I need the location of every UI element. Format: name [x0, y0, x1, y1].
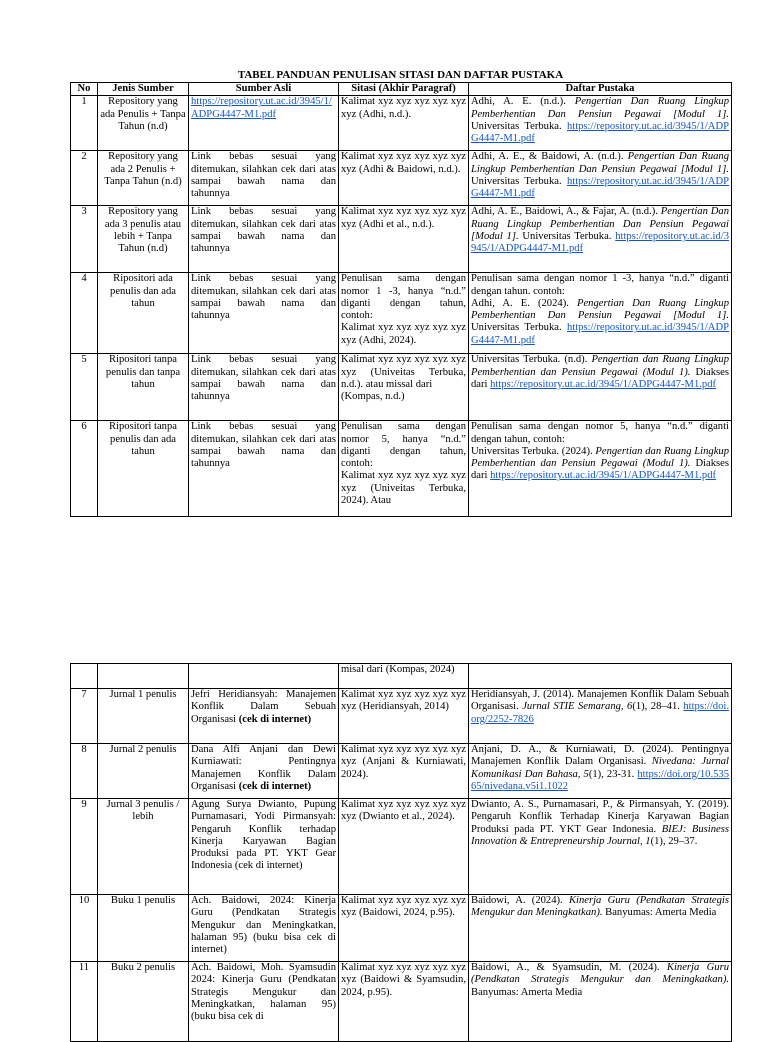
source-original: Ach. Baidowi, 2024: Kinerja Guru (Pendkatan Strategis Mengukur dan Meningkatkan, halaman 95) (buku bisa cek di internet) [189, 895, 339, 962]
header-sumber-asli: Sumber Asli [189, 83, 339, 96]
bibliography-link[interactable]: https://repository.ut.ac.id/3945/1/ADPG4447-M1.pdf [490, 470, 717, 482]
source-original: Link bebas sesuai yang ditemukan, silahkan cek dari atas sampai bawah nama dan tahunnya [189, 151, 339, 206]
header-daftar-pustaka: Daftar Pustaka [469, 83, 732, 96]
citation-table-page-2 [70, 663, 732, 1042]
source-type: Ripositori tanpa penulis dan ada tahun [98, 421, 189, 517]
row-number: 9 [71, 799, 98, 895]
bibliography: Adhi, A. E. (n.d.). Pengertian Dan Ruang Lingkup Pemberhentian Dan Pensiun Pegawai [Modul 1]. Universitas Terbuka. https://repository.ut.ac.id/3945/1/ADPG4447-M1.pdf [469, 96, 732, 151]
source-type: Buku 2 penulis [98, 962, 189, 1042]
source-original: Ach. Baidowi, Moh. Syamsudin 2024: Kinerja Guru (Pendkatan Strategis Mengukur dan Meningkatkan, halaman 95) (buku bisa cek di [189, 962, 339, 1042]
table-row [71, 151, 732, 206]
bibliography: Adhi, A. E., & Baidowi, A. (n.d.). Pengertian Dan Ruang Lingkup Pemberhentian Dan Pensiun Pegawai [Modul 1]. Universitas Terbuka. https://repository.ut.ac.id/3945/1/ADPG4447-M1.pdf [469, 151, 732, 206]
bibliography-link[interactable]: https://doi.org/10.53565/nivedana.v5i1.1022 [471, 768, 729, 792]
source-original: Link bebas sesuai yang ditemukan, silahkan cek dari atas sampai bawah nama dan tahunnya [189, 354, 339, 421]
citation: Kalimat xyz xyz xyz xyz xyz xyz (Univeitas Terbuka, n.d.). atau missal dari (Kompas, n.d.) [339, 354, 469, 421]
document-title: TABEL PANDUAN PENULISAN SITASI DAN DAFTAR PUSTAKA [237, 69, 564, 81]
bibliography-link[interactable]: https://repository.ut.ac.id/3945/1/ADPG4447-M1.pdf [471, 175, 729, 200]
table-row [71, 273, 732, 354]
bibliography: Baidowi, A. (2024). Kinerja Guru (Pendkatan Strategis Mengukur dan Meningkatkan). Banyumas: Amerta Media [469, 895, 732, 962]
table-row [71, 354, 732, 421]
table-row [71, 96, 732, 151]
bibliography-link[interactable]: https://doi.org/2252-7826 [471, 701, 729, 725]
row-number: 6 [71, 421, 98, 517]
source-type [98, 664, 189, 689]
table-row-continued [71, 664, 732, 689]
citation: Kalimat xyz xyz xyz xyz xyz xyz (Heridiansyah, 2014) [339, 689, 469, 744]
row-number: 8 [71, 744, 98, 799]
source-type: Jurnal 2 penulis [98, 744, 189, 799]
citation: Kalimat xyz xyz xyz xyz xyz xyz (Adhi & Baidowi, n.d.). [339, 151, 469, 206]
source-original [189, 96, 339, 151]
citation: misal dari (Kompas, 2024) [339, 664, 469, 689]
source-type: Ripositori ada penulis dan ada tahun [98, 273, 189, 354]
source-original: Dana Alfi Anjani dan Dewi Kurniawati: Pentingnya Manajemen Konflik Dalam Organisasi (cek di internet) [189, 744, 339, 799]
table-row [71, 421, 732, 517]
citation: Kalimat xyz xyz xyz xyz xyz xyz (Anjani & Kurniawati, 2024). [339, 744, 469, 799]
source-original: Link bebas sesuai yang ditemukan, silahkan cek dari atas sampai bawah nama dan tahunnya [189, 273, 339, 354]
citation: Kalimat xyz xyz xyz xyz xyz xyz (Adhi, n.d.). [339, 96, 469, 151]
row-number: 4 [71, 273, 98, 354]
bibliography: Universitas Terbuka. (n.d). Pengertian dan Ruang Lingkup Pemberhentian dan Pensiun Pegawai (Modul 1). Diakses dari https://repository.ut.ac.id/3945/1/ADPG4447-M1.pdf [469, 354, 732, 421]
header-no: No [71, 83, 98, 96]
source-original: Jefri Heridiansyah: Manajemen Konflik Dalam Sebuah Organisasi (cek di internet) [189, 689, 339, 744]
row-number: 1 [71, 96, 98, 151]
source-type: Repository yang ada Penulis + Tanpa Tahun (n.d) [98, 96, 189, 151]
bibliography-link[interactable]: https://repository.ut.ac.id/3945/1/ADPG4447-M1.pdf [490, 378, 717, 390]
bibliography [469, 664, 732, 689]
citation: Kalimat xyz xyz xyz xyz xyz xyz (Dwianto et al., 2024). [339, 799, 469, 895]
row-number: 3 [71, 206, 98, 273]
table-header-row [71, 83, 732, 96]
source-original: Agung Surya Dwianto, Pupung Purnamasari, Yodi Pirmansyah: Pengaruh Konflik terhadap Kinerja Karyawan Bagian Produksi pada PT. YKT Gear Indonesia (cek di internet) [189, 799, 339, 895]
page-break [0, 520, 768, 660]
bibliography-link[interactable]: https://repository.ut.ac.id/3945/1/ADPG4447-M1.pdf [471, 230, 729, 255]
source-original: Link bebas sesuai yang ditemukan, silahkan cek dari atas sampai bawah nama dan tahunnya [189, 421, 339, 517]
source-type: Ripositori tanpa penulis dan tanpa tahun [98, 354, 189, 421]
bibliography: Penulisan sama dengan nomor 5, hanya “n.d.” diganti dengan tahun, contoh: Universitas Terbuka. (2024). Pengertian dan Ruang Lingkup Pemberhentian dan Pensiun Pegawai (Modul 1). Diakses dari https://repository.ut.ac.id/3945/1/ADPG4447-M1.pdf [469, 421, 732, 517]
table-row [71, 962, 732, 1042]
row-number [71, 664, 98, 689]
row-number: 10 [71, 895, 98, 962]
source-type: Jurnal 1 penulis [98, 689, 189, 744]
table-row [71, 689, 732, 744]
source-type: Repository yang ada 2 Penulis + Tanpa Tahun (n.d) [98, 151, 189, 206]
citation-table-page-1 [70, 82, 732, 517]
row-number: 2 [71, 151, 98, 206]
row-number: 7 [71, 689, 98, 744]
bibliography-link[interactable]: https://repository.ut.ac.id/3945/1/ADPG4447-M1.pdf [471, 120, 729, 145]
bibliography: Anjani, D. A., & Kurniawati, D. (2024). Pentingnya Manajemen Konflik Dalam Organisasi. Nivedana: Jurnal Komunikasi Dan Bahasa, 5(1), 23-31. https://doi.org/10.53565/nivedana.v5i1.1022 [469, 744, 732, 799]
bibliography: Baidowi, A., & Syamsudin, M. (2024). Kinerja Guru (Pendkatan Strategis Mengukur dan Meningkatkan). Banyumas: Amerta Media [469, 962, 732, 1042]
bibliography: Dwianto, A. S., Purnamasari, P., & Pirmansyah, Y. (2019). Pengaruh Konflik Terhadap Kinerja Karyawan Bagian Produksi pada PT. YKT Gear Indonesia. BIEJ: Business Innovation & Entrepreneurship Journal, 1(1), 29–37. [469, 799, 732, 895]
table-row [71, 799, 732, 895]
citation: Kalimat xyz xyz xyz xyz xyz xyz (Adhi et al., n.d.). [339, 206, 469, 273]
table-row [71, 206, 732, 273]
source-type: Jurnal 3 penulis / lebih [98, 799, 189, 895]
header-sitasi: Sitasi (Akhir Paragraf) [339, 83, 469, 96]
source-type: Buku 1 penulis [98, 895, 189, 962]
source-type: Repository yang ada 3 penulis atau lebih + Tanpa Tahun (n.d) [98, 206, 189, 273]
source-original [189, 664, 339, 689]
row-number: 11 [71, 962, 98, 1042]
citation: Penulisan sama dengan nomor 5, hanya “n.d.” diganti dengan tahun, contoh: Kalimat xyz xyz xyz xyz xyz xyz (Univeitas Terbuka, 2024). Atau [339, 421, 469, 517]
citation: Penulisan sama dengan nomor 1 -3, hanya “n.d.” diganti dengan tahun, contoh: Kalimat xyz xyz xyz xyz xyz xyz (Adhi, 2024). [339, 273, 469, 354]
source-link[interactable]: https://repository.ut.ac.id/3945/1/ADPG4447-M1.pdf [191, 96, 332, 120]
bibliography: Heridiansyah, J. (2014). Manajemen Konflik Dalam Sebuah Organisasi. Jurnal STIE Semarang, 6(1), 28–41. https://doi.org/2252-7826 [469, 689, 732, 744]
row-number: 5 [71, 354, 98, 421]
citation: Kalimat xyz xyz xyz xyz xyz xyz (Baidowi, 2024, p.95). [339, 895, 469, 962]
bibliography: Adhi, A. E., Baidowi, A., & Fajar, A. (n.d.). Pengertian Dan Ruang Lingkup Pemberhentian Dan Pensiun Pegawai [Modul 1]. Universitas Terbuka. https://repository.ut.ac.id/3945/1/ADPG4447-M1.pdf [469, 206, 732, 273]
citation: Kalimat xyz xyz xyz xyz xyz xyz (Baidowi & Syamsudin, 2024, p.95). [339, 962, 469, 1042]
table-row [71, 744, 732, 799]
source-original: Link bebas sesuai yang ditemukan, silahkan cek dari atas sampai bawah nama dan tahunnya [189, 206, 339, 273]
header-jenis-sumber: Jenis Sumber [98, 83, 189, 96]
table-row [71, 895, 732, 962]
bibliography: Penulisan sama dengan nomor 1 -3, hanya “n.d.” diganti dengan tahun. contoh: Adhi, A. E. (2024). Pengertian Dan Ruang Lingkup Pemberhentian Dan Pensiun Pegawai [Modul 1]. Universitas Terbuka. https://repository.ut.ac.id/3945/1/ADPG4447-M1.pdf [469, 273, 732, 354]
bibliography-link[interactable]: https://repository.ut.ac.id/3945/1/ADPG4447-M1.pdf [471, 322, 729, 346]
